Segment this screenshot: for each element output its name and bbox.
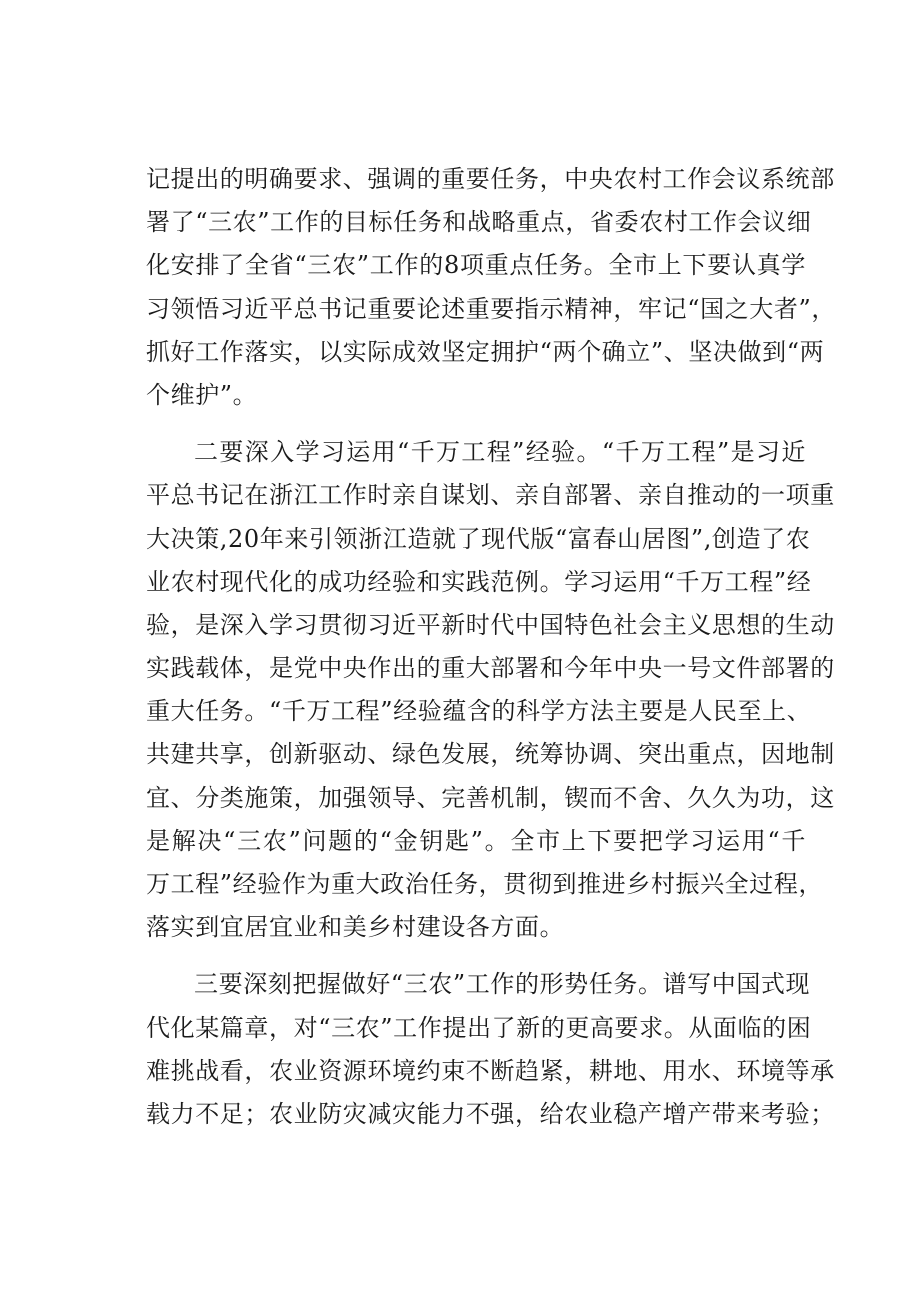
text-line: 抓好工作落实，以实际成效坚定拥护“两个确立”、坚决做到“两 [146, 337, 825, 366]
text-line: 难挑战看，农业资源环境约束不断趋紧，耕地、用水、环境等承 [146, 1056, 835, 1085]
paragraph-gap [146, 949, 806, 963]
text-line: 业农村现代化的成功经验和实践范例。学习运用“千万工程”经 [146, 567, 812, 596]
text-line: 化安排了全省“三农”工作的8项重点任务。全市上下要认真学 [146, 251, 806, 280]
text-line: 共建共享，创新驱动、绿色发展，统筹协调、突出重点，因地制 [146, 740, 835, 769]
paragraph-1 [146, 158, 836, 417]
text-line: 万工程”经验作为重大政治任务，贯彻到推进乡村振兴全过程， [146, 870, 824, 898]
text-line: 落实到宜居宜业和美乡村建设各方面。 [146, 913, 565, 942]
text-line: 代化某篇章，对“三农”工作提出了新的更高要求。从面临的困 [146, 1013, 812, 1042]
text-line: 记提出的明确要求、强调的重要任务，中央农村工作会议系统部 [146, 165, 835, 193]
text-line: 宜、分类施策，加强领导、完善机制，锲而不舍、久久为功，这 [146, 783, 835, 812]
paragraph-2 [146, 431, 835, 949]
text-line: 是解决“三农”问题的“金钥匙”。全市上下要把学习运用“千 [146, 826, 806, 855]
text-line: 二要深入学习运用“千万工程”经验。“千万工程”是习近 [194, 438, 806, 467]
text-line: 验，是深入学习贯彻习近平新时代中国特色社会主义思想的生动 [146, 610, 835, 639]
text-line: 平总书记在浙江工作时亲自谋划、亲自部署、亲自推动的一项重 [146, 481, 835, 510]
text-line: 载力不足；农业防灾减灾能力不强，给农业稳产增产带来考验； [146, 1099, 835, 1128]
text-line: 三要深刻把握做好“三农”工作的形势任务。谱写中国式现 [194, 970, 811, 999]
paragraph-gap [146, 417, 806, 431]
text-line: 个维护”。 [146, 380, 258, 409]
text-line: 习领悟习近平总书记重要论述重要指示精神，牢记“国之大者”， [146, 294, 836, 323]
paragraph-3 [146, 963, 835, 1136]
text-line: 实践载体，是党中央作出的重大部署和今年中央一号文件部署的 [146, 654, 835, 683]
text-line: 署了“三农”工作的目标任务和战略重点，省委农村工作会议细 [146, 208, 812, 237]
text-line: 大决策,20年来引领浙江造就了现代版“富春山居图”,创造了农 [146, 524, 811, 553]
text-line: 重大任务。“千万工程”经验蕴含的科学方法主要是人民至上、 [146, 697, 812, 726]
body-text [146, 158, 836, 1136]
